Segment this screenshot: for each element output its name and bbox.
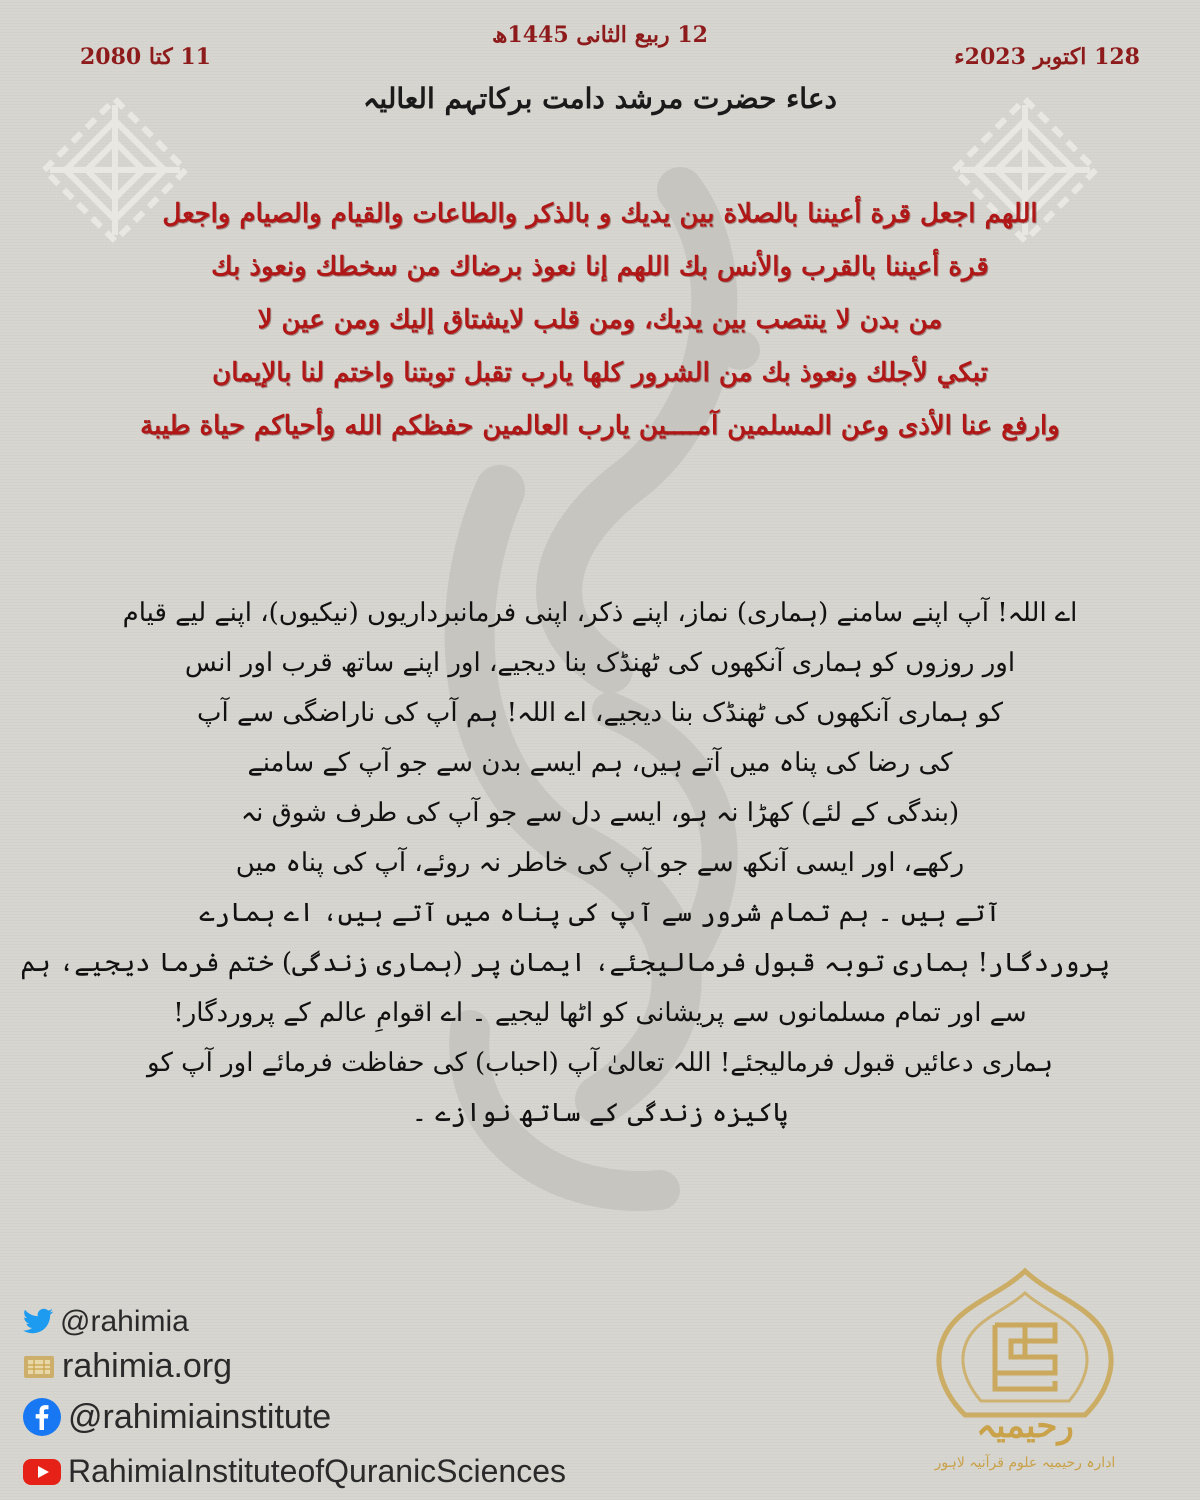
globe-icon: [22, 1352, 56, 1382]
twitter-icon: [22, 1308, 54, 1336]
urdu-line: پروردگار! ہماری توبہ قبول فرمالیجئے، ایمان پر (ہماری زندگی) ختم فرما دیجیے، ہم: [20, 948, 1110, 978]
facebook-link[interactable]: [22, 1397, 331, 1437]
website-link[interactable]: [22, 1347, 232, 1386]
urdu-line: آتے ہیں ۔ ہم تمام شرور سے آپ کی پناہ میں آتے ہیں، اے ہمارے: [199, 898, 1001, 928]
arabic-line: تبكي لأجلك ونعوذ بك من الشرور كلها يارب تقبل توبتنا واختم لنا بالإيمان: [212, 358, 988, 388]
twitter-handle: @rahimia: [60, 1305, 189, 1338]
urdu-line: سے اور تمام مسلمانوں سے پریشانی کو اٹھا لیجیے ۔ اے اقوامِ عالم کے پروردگار!: [173, 998, 1027, 1028]
website-url: rahimia.org: [62, 1347, 233, 1385]
facebook-handle: @rahimiainstitute: [68, 1397, 332, 1436]
logo-subtitle: ادارہ رحیمیہ علوم قرآنیہ لاہور: [934, 1455, 1116, 1471]
urdu-line: رکھے، اور ایسی آنکھ سے جو آپ کی خاطر نہ روئے، آپ کی پناہ میں: [235, 848, 965, 878]
urdu-line: کو ہماری آنکھوں کی ٹھنڈک بنا دیجیے، اے اللہ! ہم آپ کی ناراضگی سے آپ: [197, 698, 1003, 728]
arabic-line: قرة أعيننا بالقرب والأنس بك اللهم إنا نعوذ برضاك من سخطك ونعوذ بك: [211, 252, 989, 282]
institute-logo: [905, 1265, 1145, 1485]
arabic-line: اللهم اجعل قرة أعيننا بالصلاة بين يديك و بالذكر والطاعات والقيام والصيام واجعل: [162, 199, 1038, 229]
urdu-line: کی رضا کی پناہ میں آتے ہیں، ہم ایسے بدن سے جو آپ کے سامنے: [247, 748, 953, 778]
youtube-icon: [22, 1457, 62, 1487]
urdu-translation: [20, 588, 1110, 1138]
page-title: دعاء حضرت مرشد دامت برکاتہم العالیہ: [362, 82, 838, 115]
arabic-line: وارفع عنا الأذى وعن المسلمين آمــــين يارب العالمين حفظكم الله وأحياكم حياة طيبة: [140, 411, 1060, 441]
urdu-line: پاکیزہ زندگی کے ساتھ نوازے ۔: [411, 1098, 789, 1128]
twitter-link[interactable]: [22, 1305, 189, 1339]
arabic-prayer: [60, 188, 1140, 453]
logo-name: رحیمیہ: [976, 1406, 1074, 1446]
arabic-line: من بدن لا ينتصب بين يديك، ومن قلب لايشتاق إليك ومن عين لا: [257, 305, 943, 335]
date-bikrami: 11 کتا 2080: [80, 44, 211, 70]
urdu-line: اور روزوں کو ہماری آنکھوں کی ٹھنڈک بنا دیجیے، اور اپنے ساتھ قرب اور انس: [184, 648, 1016, 678]
rahimia-emblem-icon: [905, 1265, 1145, 1485]
youtube-link[interactable]: [22, 1453, 566, 1490]
date-hijri: 12 ربیع الثانی 1445ھ: [492, 22, 708, 48]
urdu-line: اے اللہ! آپ اپنے سامنے (ہماری) نماز، اپنے ذکر، اپنی فرمانبرداریوں (نیکیوں)، اپنے لیے قیام: [122, 598, 1078, 628]
youtube-channel: RahimiaInstituteofQuranicSciences: [68, 1453, 567, 1489]
date-gregorian: 128 اکتوبر 2023ء: [954, 44, 1140, 70]
urdu-line: ہماری دعائیں قبول فرمالیجئے! اللہ تعالیٰ آپ (احباب) کی حفاظت فرمائے اور آپ کو: [147, 1048, 1053, 1078]
facebook-icon: [22, 1397, 62, 1437]
urdu-line: (بندگی کے لئے) کھڑا نہ ہو، ایسے دل سے جو آپ کی طرف شوق نہ: [240, 798, 960, 828]
